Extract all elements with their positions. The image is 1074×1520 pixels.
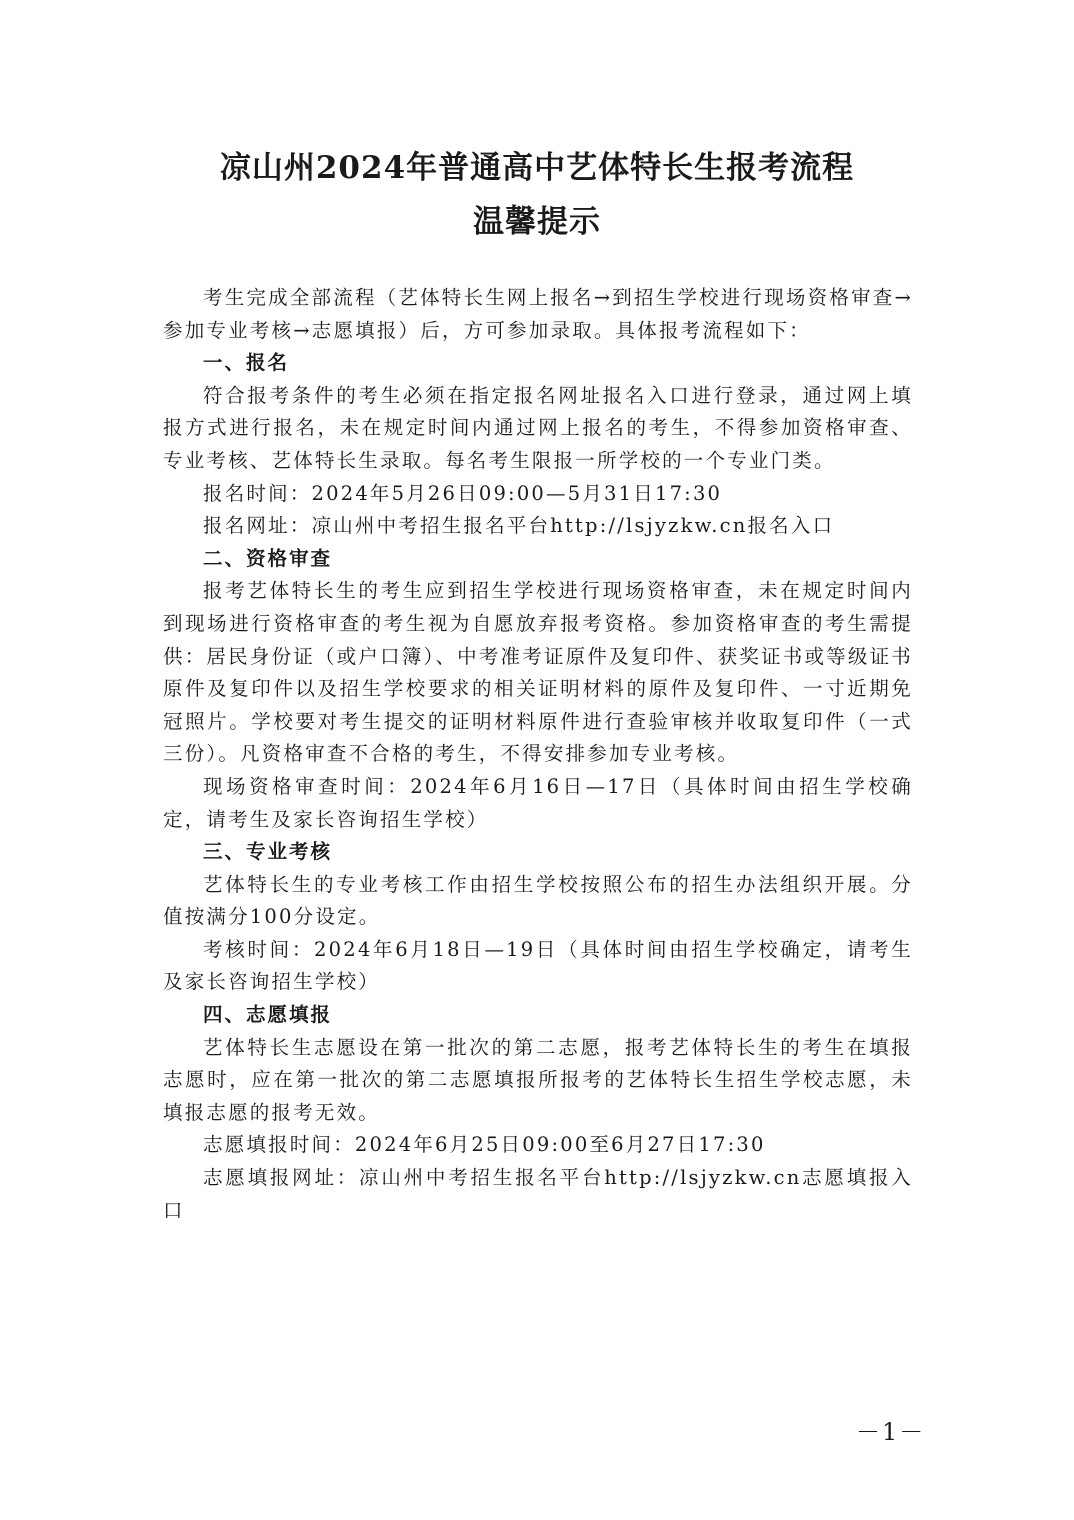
application-time: 志愿填报时间：2024年6月25日09:00至6月27日17:30 [203, 1133, 766, 1157]
page-number: －1－ [856, 1418, 926, 1446]
registration-url: 报名网址：凉山州中考招生报名平台http://lsjyzkw.cn报名入口 [203, 514, 835, 538]
application-url: 志愿填报网址：凉山州中考招生报名平台http://lsjyzkw.cn志愿填报入口 [163, 1166, 913, 1222]
assessment-paragraph: 艺体特长生的专业考核工作由招生学校按照公布的招生办法组织开展。分值按满分100分设定。 [163, 872, 913, 929]
registration-paragraph: 符合报考条件的考生必须在指定报名网址报名入口进行登录，通过网上填报方式进行报名，未在规定时间内通过网上报名的考生，不得参加资格审查、专业考核、艺体特长生录取。每名考生限报一所学校的一个专业门类。 [163, 383, 913, 472]
qualification-paragraph: 报考艺体特长生的考生应到招生学校进行现场资格审查，未在规定时间内到现场进行资格审查的考生视为自愿放弃报考资格。参加资格审查的考生需提供：居民身份证（或户口簿）、中考准考证原件及复印件、获奖证书或等级证书原件及复印件以及招生学校要求的相关证明材料的原件及复印件、一寸近期免冠照片。学校要对考生提交的证明材料原件进行查验审核并收取复印件（一式三份）。凡资格审查不合格的考生，不得安排参加专业考核。 [163, 579, 913, 766]
intro-paragraph: 考生完成全部流程（艺体特长生网上报名→到招生学校进行现场资格审查→参加专业考核→志愿填报）后，方可参加录取。具体报考流程如下： [163, 286, 913, 342]
qualification-time: 现场资格审查时间：2024年6月16日—17日（具体时间由招生学校确定，请考生及家长咨询招生学校） [163, 774, 913, 831]
document-body [163, 282, 913, 1227]
document-subtitle: 温馨提示 [473, 204, 601, 240]
section-heading-application: 四、志愿填报 [203, 1003, 333, 1027]
section-heading-assessment: 三、专业考核 [203, 840, 333, 864]
application-paragraph: 艺体特长生志愿设在第一批次的第二志愿，报考艺体特长生的考生在填报志愿时，应在第一批次的第二志愿填报所报考的艺体特长生招生学校志愿，未填报志愿的报考无效。 [163, 1035, 913, 1124]
registration-time: 报名时间：2024年5月26日09:00—5月31日17:30 [203, 481, 723, 505]
section-heading-qualification: 二、资格审查 [203, 546, 333, 570]
assessment-time: 考核时间：2024年6月18日—19日（具体时间由招生学校确定，请考生及家长咨询招生学校） [163, 937, 913, 994]
document-title: 凉山州2024年普通高中艺体特长生报考流程 [219, 150, 855, 186]
section-heading-registration: 一、报名 [203, 351, 290, 375]
